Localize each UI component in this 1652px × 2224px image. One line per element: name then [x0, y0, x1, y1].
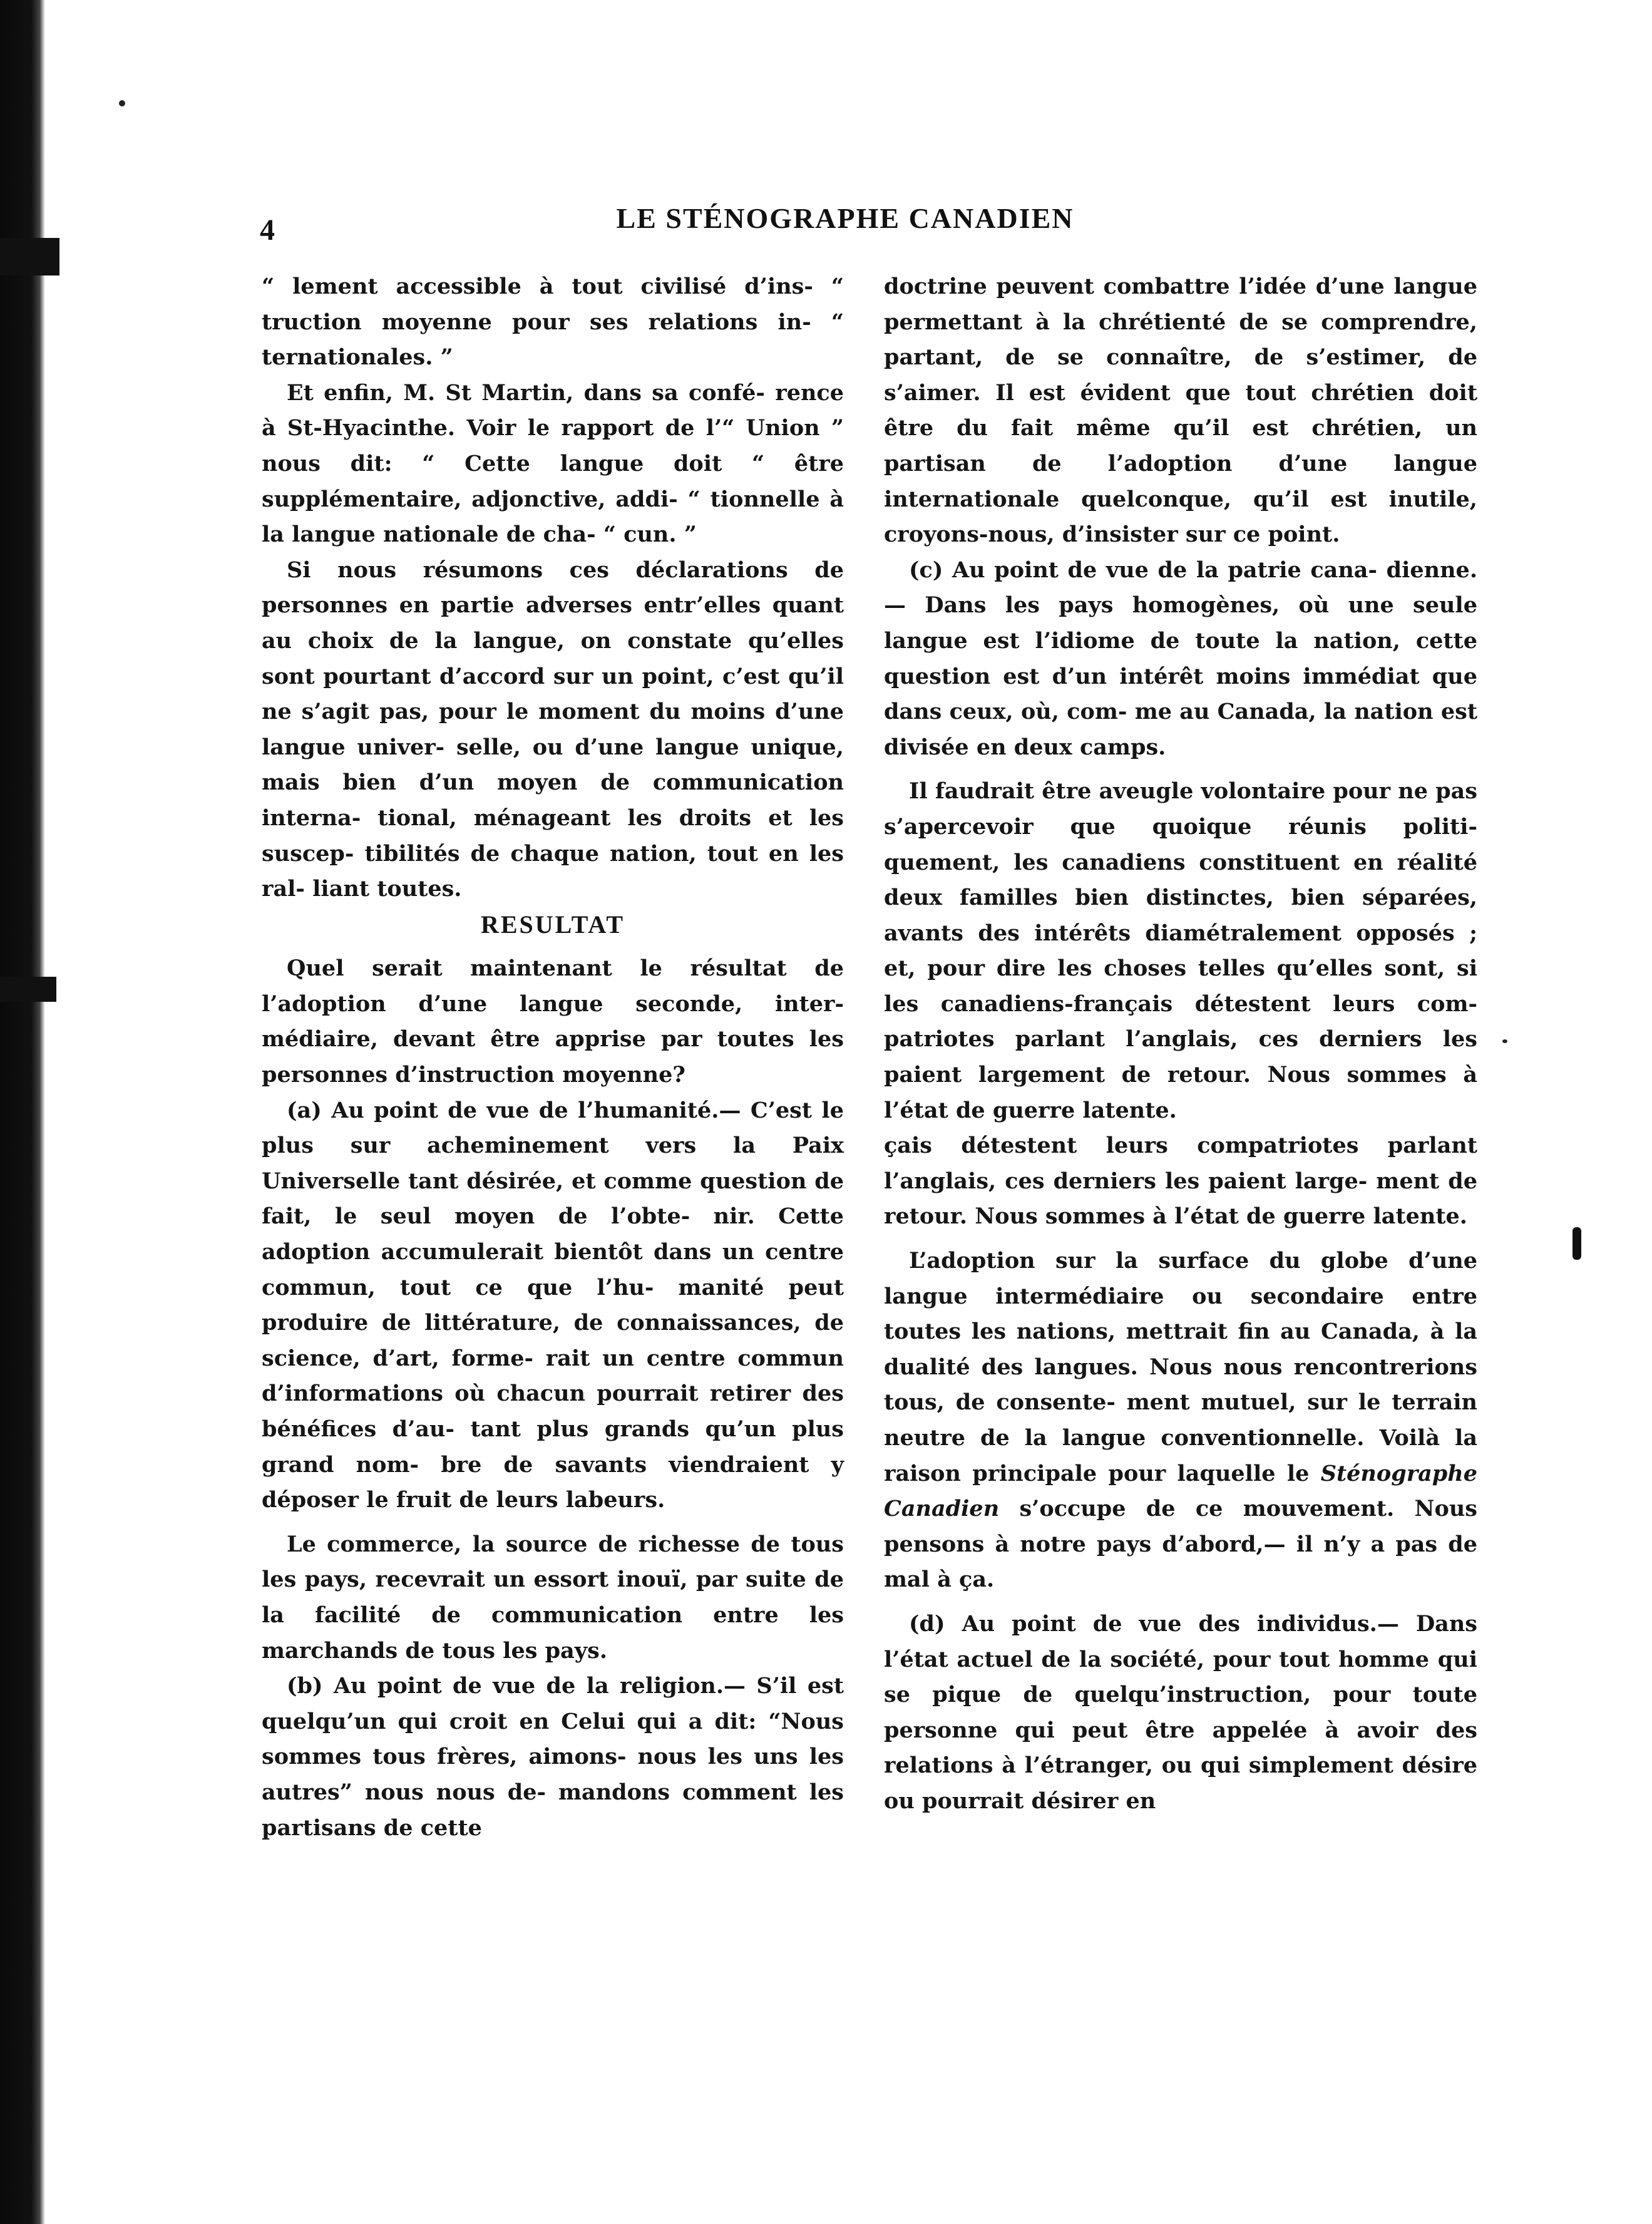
- paragraph: Il faudrait être aveugle volontaire pour ne pas s’apercevoir que quoique réunis politi- quement, les canadiens constituent en réalité deux familles bien distinctes, bien séparées, avants des intérêts diamétralement opposés ; et, pour dire les choses telles qu’elles sont, si les canadiens-français détestent leurs com- patriotes parlant l’anglais, ces derniers les paient largement de retour. Nous sommes à l’état de guerre latente.: [884, 778, 1478, 1123]
- paragraph: [884, 1243, 1477, 1598]
- left-column: [262, 269, 844, 1846]
- running-head: LE STÉNOGRAPHE CANADIEN: [616, 202, 1074, 234]
- paragraph: (d) Au point de vue des individus.— Dans l’état actuel de la société, pour tout homme qui se pique de quelqu’instruction, pour toute personne qui peut être appelée à avoir des relations à l’étranger, ou qui simplement désire ou pourrait désirer en: [884, 1610, 1477, 1814]
- binding-notch: [0, 977, 56, 1002]
- right-column: [884, 269, 1477, 1820]
- scan-speck: [119, 100, 125, 106]
- paragraph: Le commerce, la source de richesse de tous les pays, recevrait un essort inouï, par suite de la facilité de communication entre les marchands de tous les pays.: [262, 1531, 844, 1664]
- paragraph: çais détestent leurs compatriotes parlant l’anglais, ces derniers les paient large- ment de retour. Nous sommes à l’état de guerre latente.: [884, 1133, 1477, 1230]
- paragraph: “ lement accessible à tout civilisé d’ins- “ truction moyenne pour ses relations in- “ ternationales. ”: [262, 274, 844, 371]
- paragraph: Et enfin, M. St Martin, dans sa confé- rence à St-Hyacinthe. Voir le rapport de l’“ Union ” nous dit: “ Cette langue doit “ être supplémentaire, adjonctive, addi- “ tionnelle à la langue nationale de cha- “ cun. ”: [262, 379, 844, 548]
- paragraph: (b) Au point de vue de la religion.— S’il est quelqu’un qui croit en Celui qui a dit: “Nous sommes tous frères, aimons- nous les uns les autres” nous nous de- mandons comment les partisans de cette: [262, 1673, 844, 1841]
- paragraph: Si nous résumons ces déclarations de personnes en partie adverses entr’elles quant au choix de la langue, on constate qu’elles sont pourtant d’accord sur un point, c’est qu’il ne s’agit pas, pour le moment du moins d’une langue univer- selle, ou d’une langue unique, mais bien d’un moyen de communication interna- tional, ménageant les droits et les suscep- tibilités de chaque nation, tout en les ral- liant toutes.: [262, 557, 844, 902]
- paragraph: (c) Au point de vue de la patrie cana- dienne.— Dans les pays homogènes, où une seule langue est l’idiome de toute la nation, cette question est d’un intérêt moins immédiat que dans ceux, où, com- me au Canada, la nation est divisée en deux camps.: [884, 557, 1477, 760]
- section-heading: RESULTAT: [480, 910, 625, 939]
- paragraph: doctrine peuvent combattre l’idée d’une langue permettant à la chrétienté de se comprendre, partant, de se connaître, de s’estimer, de s’aimer. Il est évident que tout chrétien doit être du fait même qu’il est chrétien, un partisan de l’adoption d’une langue internationale quelconque, qu’il est inutile, croyons-nous, d’insister sur ce point.: [884, 274, 1477, 548]
- paragraph: (a) Au point de vue de l’humanité.— C’est le plus sur acheminement vers la Paix Universelle tant désirée, et comme question de fait, le seul moyen de l’obte- nir. Cette adoption accumulerait bientôt dans un centre commun, tout ce que l’hu- manité peut produire de littérature, de connaissances, de science, d’art, forme- rait un centre commun d’informations où chacun pourrait retirer des bénéfices d’au- tant plus grands qu’un plus grand nom- bre de savants viendraient y déposer le fruit de leurs labeurs.: [262, 1097, 844, 1513]
- paragraph-text: L’adoption sur la surface du globe d’une langue intermédiaire ou secondaire entre toutes les nations, mettrait fin au Canada, à la dualité des langues. Nous nous rencontrerions tous, de consente- ment mutuel, sur le terrain neutre de la langue conventionnelle. Voilà la raison principale pour laquelle le: [884, 1248, 1477, 1486]
- paragraph-text: s’occupe de ce mouvement. Nous pensons à notre pays d’abord,— il n’y a pas de mal à ça.: [884, 1496, 1478, 1593]
- scan-speck: [1502, 1039, 1507, 1043]
- paragraph: Quel serait maintenant le résultat de l’adoption d’une langue seconde, inter- médiaire, devant être apprise par toutes les personnes d’instruction moyenne?: [262, 955, 844, 1088]
- binding-edge: [0, 0, 45, 2224]
- italic-title: Sténographe Canadien: [884, 1460, 1477, 1522]
- binding-notch: [0, 238, 59, 275]
- margin-mark: [1572, 1227, 1581, 1260]
- page-number: 4: [260, 214, 275, 247]
